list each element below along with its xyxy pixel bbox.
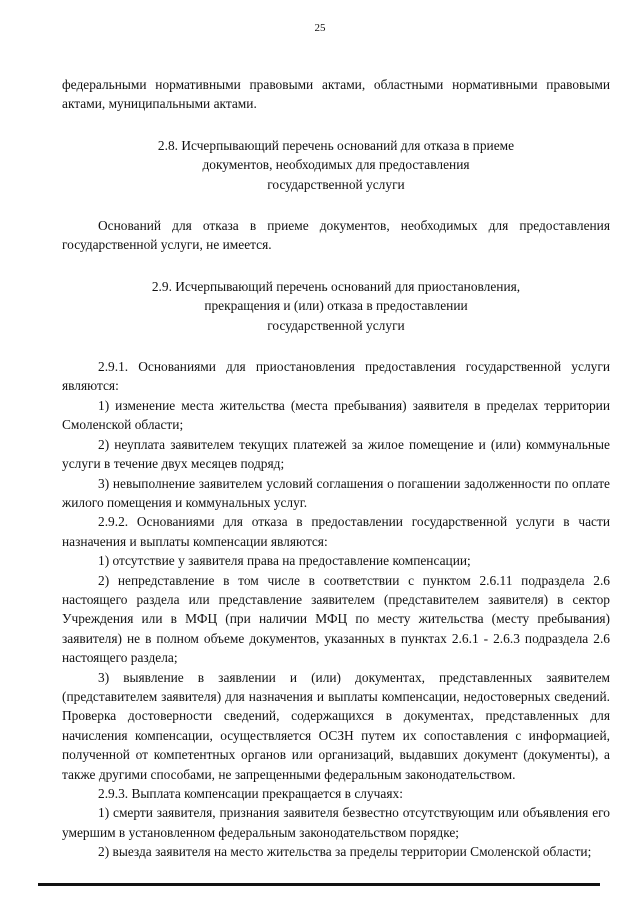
paragraph-2-9-3: 2.9.3. Выплата компенсации прекращается в случаях: (98, 786, 403, 801)
section-2-8-text: Оснований для отказа в приеме документов, необходимых для предоставления государственной услуги, не имеется. (62, 218, 610, 253)
heading-line: 2.9. Исчерпывающий перечень оснований для приостановления, (151, 278, 521, 294)
document-body (62, 75, 610, 862)
list-item: 2) непредставление в том числе в соответствии с пунктом 2.6.11 подраздела 2.6 настоящего раздела или представление заявителем (представителем заявителя) в сектор Учреждения или в МФЦ (при наличии МФЦ по месту жительства (месту пребывания) заявителя) не в полном объеме документов, указанных в пунктах 2.6.1 - 2.6.3 подраздела 2.6 настоящего раздела; (62, 572, 610, 666)
paragraph-2-9-2: 2.9.2. Основаниями для отказа в предоставлении государственной услуги в части назначения и выплаты компенсации являются: (62, 514, 610, 549)
heading-line: документов, необходимых для предоставления (202, 157, 470, 173)
heading-line: государственной услуги (267, 176, 405, 192)
heading-line: государственной услуги (267, 317, 405, 333)
section-2-9-heading (62, 277, 610, 335)
list-item: 1) изменение места жительства (места пребывания) заявителя в пределах территории Смоленской области; (62, 397, 610, 433)
list-item: 2) выезда заявителя на место жительства за пределы территории Смоленской области; (98, 844, 592, 860)
intro-paragraph: федеральными нормативными правовыми актами, областными нормативными правовыми актами, муниципальными актами. (62, 77, 610, 112)
heading-line: 2.8. Исчерпывающий перечень оснований для отказа в приеме (157, 137, 515, 153)
list-item: 1) смерти заявителя, признания заявителя безвестно отсутствующим или объявления его умершим в установленном федеральным законодательством порядке; (62, 805, 610, 840)
list-item: 3) невыполнение заявителем условий соглашения о погашении задолженности по оплате жилого помещения и коммунальных услуг. (62, 475, 610, 510)
section-2-8-heading (62, 136, 610, 194)
paragraph-2-9-1: 2.9.1. Основаниями для приостановления предоставления государственной услуги являются: (62, 359, 610, 394)
bottom-scan-border (38, 883, 600, 886)
list-item: 3) выявление в заявлении и (или) документах, представленных заявителем (представителем заявителя) для назначения и выплаты компенсации, недостоверных сведений. Проверка достоверности сведений, содержащихся в документах, представленных для начисления компенсации, осуществляется ОСЗН путем их сопоставления с информацией, полученной от компетентных органов или организаций, выдавших документ (документы), а также другими способами, не запрещенными федеральным законодательством. (62, 669, 610, 782)
list-item: 2) неуплата заявителем текущих платежей за жилое помещение и (или) коммунальные услуги в течение двух месяцев подряд; (62, 436, 610, 472)
list-item: 1) отсутствие у заявителя права на предоставление компенсации; (98, 553, 471, 569)
heading-line: прекращения и (или) отказа в предоставлении (204, 298, 468, 314)
page-number: 25 (314, 22, 326, 34)
